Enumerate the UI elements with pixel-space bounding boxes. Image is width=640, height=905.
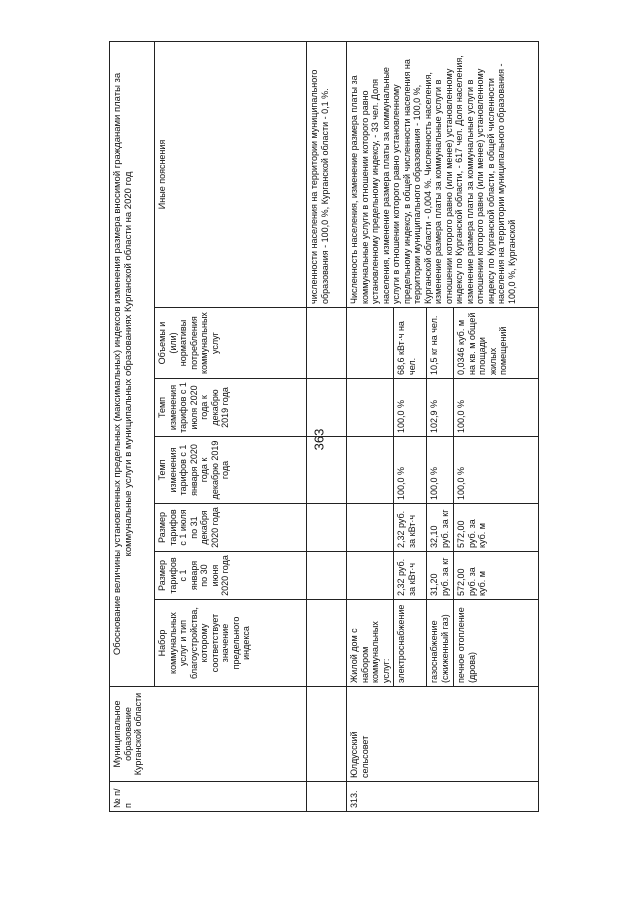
tariff-jan: 572,00 руб. за куб. м <box>454 552 539 600</box>
header-rate-jan: Темп изменения тарифов с 1 января 2020 года к декабрю 2019 года <box>155 437 307 504</box>
header-num: № п/п <box>110 782 307 812</box>
rate-jan: 100,0 % <box>454 437 539 504</box>
tariff-jul: 572,00 руб. за куб. м <box>454 504 539 552</box>
header-municipality: Муниципальное образование Курганской области <box>110 687 307 782</box>
rate-jul: 100,0 % <box>454 379 539 437</box>
rate-jan: 100,0 % <box>394 437 427 504</box>
volume: 0,0346 куб. м на кв. м общей площади жилых помещений <box>454 308 539 379</box>
service-name: печное отопление (дрова) <box>454 600 539 687</box>
tariff-jan: 31,20 руб. за кг <box>427 552 454 600</box>
continuation-text: численности населения на территории муниципального образования - 100,0 %, Курганской области - 0,1 %. <box>307 41 347 307</box>
volume: 68,6 кВт·ч на чел. <box>394 308 427 379</box>
page-number: 363 <box>311 428 327 451</box>
header-volumes: Объемы и (или) нормативы потребления коммунальных услуг <box>155 308 307 379</box>
rate-jul: 100,0 % <box>394 379 427 437</box>
tariff-justification-table <box>109 41 539 812</box>
header-justification: Обоснование величины установленных предельных (максимальных) индексов изменения размера вносимой гражданами платы за коммунальные услуги в муниципальных образованиях Курганской области на 2020 год <box>110 41 155 686</box>
tariff-jul: 2,32 руб. за кВт·ч <box>394 504 427 552</box>
row-municipality: Юлдусский сельсовет <box>347 687 539 782</box>
row-num: 313. <box>347 782 539 812</box>
tariff-jul: 32,10 руб. за кг <box>427 504 454 552</box>
header-tariff-jul: Размер тарифов с 1 июля по 31 декабря 2020 года <box>155 504 307 552</box>
service-set-title: Жилой дом с набором коммунальных услуг: <box>347 600 394 687</box>
rotated-table-stage <box>109 42 571 812</box>
header-tariff-jan: Размер тарифов с 1 января по 30 июня 2020 года <box>155 552 307 600</box>
header-rate-jul: Темп изменения тарифов с 1 июля 2020 года к декабрю 2019 года <box>155 379 307 437</box>
row-other-notes: Численность населения, изменение размера платы за коммунальные услуги в отношении которого равно установленному предельному индексу, - 33 чел. Доля населения, изменение размера платы за коммунальные услуги в отношении которого равно установленному предельному индексу, в общей численности населения на территории муниципального образования - 100,0 %, Курганской области - 0,004 %. Численность населения, изменение размера платы за коммунальные услуги в отношении которого равно (или менее) установленному индексу по Курганской области, - 617 чел. Доля населения, изменение размера платы за коммунальные услуги в отношении которого равно (или менее) установленному индексу по Курганской области, в общей численности населения на территории муниципального образования - 100,0 %, Курганской <box>347 41 539 307</box>
rate-jul: 102,9 % <box>427 379 454 437</box>
header-service-set: Набор коммунальных услуг и тип благоустройства, которому соответствует значение предельного индекса <box>155 600 307 687</box>
service-name: газоснабжение (сжиженный газ) <box>427 600 454 687</box>
header-other: Иные пояснения <box>155 41 307 307</box>
tariff-jan: 2,32 руб. за кВт·ч <box>394 552 427 600</box>
service-name: электроснабжение <box>394 600 427 687</box>
rate-jan: 100,0 % <box>427 437 454 504</box>
volume: 10,5 кг на чел. <box>427 308 454 379</box>
